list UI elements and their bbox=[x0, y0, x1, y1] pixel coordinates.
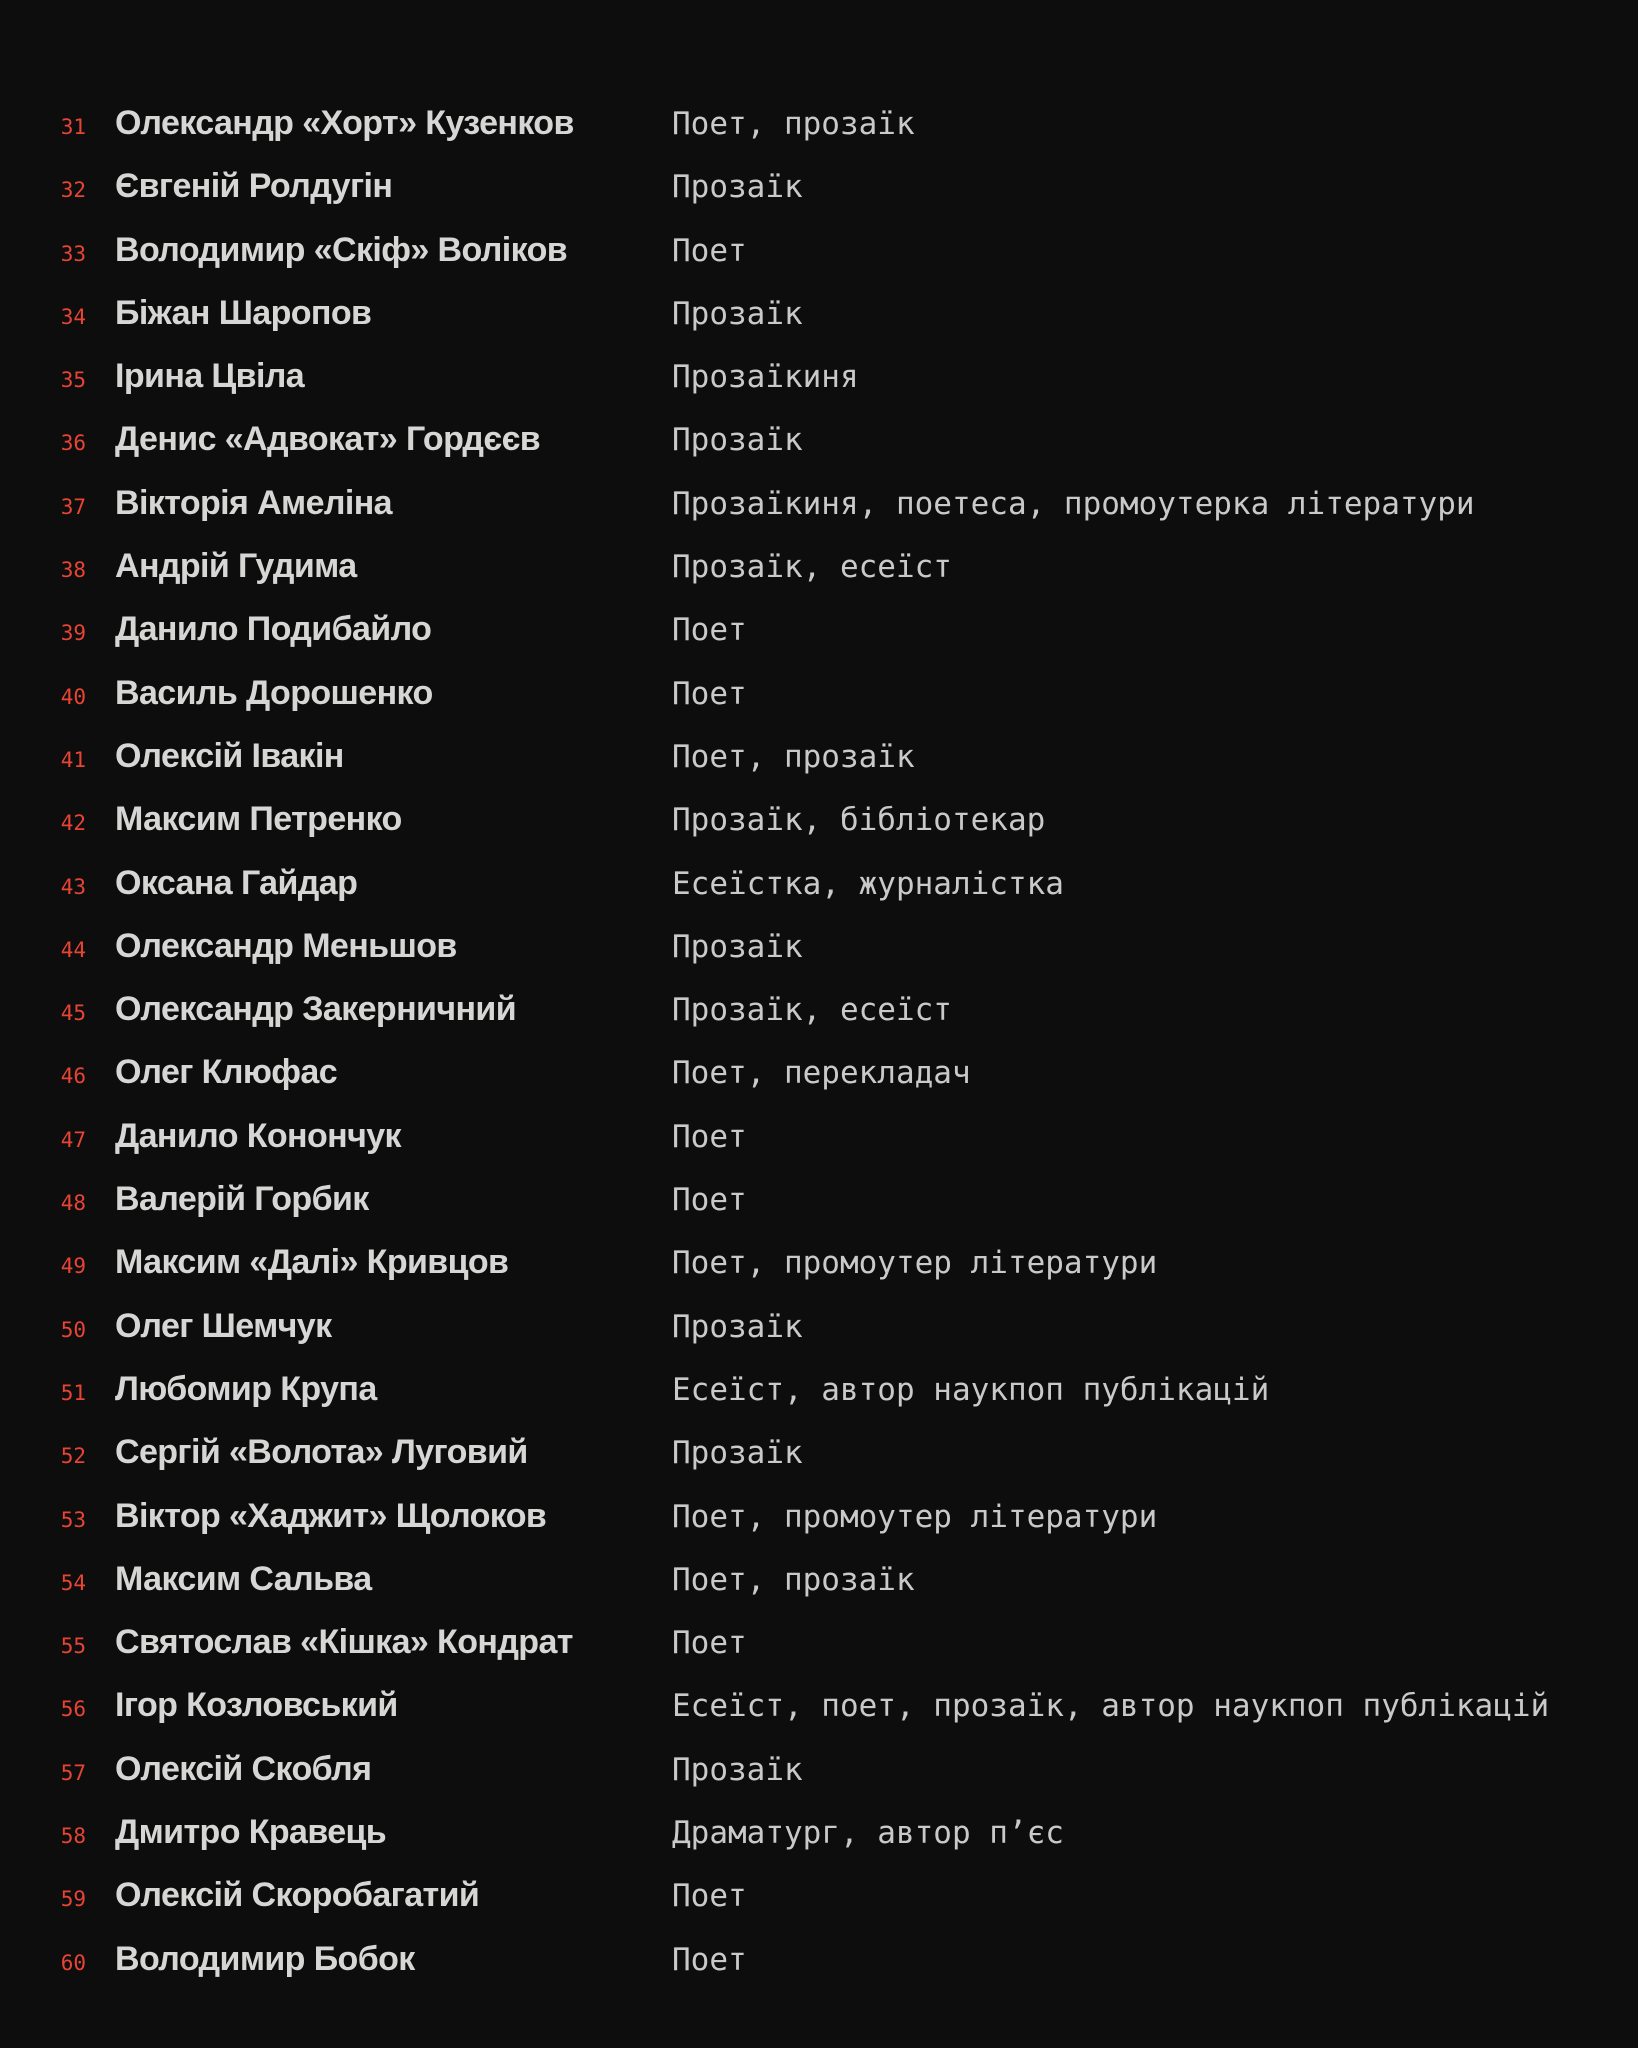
item-number: 59 bbox=[60, 1887, 86, 1912]
writer-name: Біжан Шаропов bbox=[115, 293, 372, 332]
writer-name: Дмитро Кравець bbox=[115, 1813, 387, 1852]
writer-name: Володимир Бобок bbox=[115, 1939, 415, 1978]
list-item bbox=[52, 1611, 1608, 1674]
list-item bbox=[52, 155, 1608, 218]
writer-name: Данило Конончук bbox=[115, 1116, 401, 1155]
item-number: 50 bbox=[60, 1317, 86, 1342]
writer-name: Любомир Крупа bbox=[115, 1369, 377, 1408]
item-number: 44 bbox=[60, 937, 86, 962]
writer-name: Максим «Далі» Кривцов bbox=[115, 1243, 509, 1282]
writer-name: Євгеній Ролдугін bbox=[115, 167, 393, 206]
list-item bbox=[52, 1041, 1608, 1104]
writers-list bbox=[52, 92, 1608, 1991]
list-item bbox=[52, 725, 1608, 788]
list-item bbox=[52, 598, 1608, 661]
list-item bbox=[52, 219, 1608, 282]
writer-role: Поет bbox=[672, 1941, 747, 1978]
item-number: 31 bbox=[60, 115, 86, 139]
item-number: 41 bbox=[60, 747, 86, 772]
writer-name: Віктор «Хаджит» Щолоков bbox=[115, 1496, 547, 1535]
writer-role: Есеїстка, журналістка bbox=[672, 865, 1064, 902]
list-item bbox=[52, 92, 1608, 155]
list-item bbox=[52, 978, 1608, 1041]
writer-role: Драматург, автор п’єс bbox=[672, 1815, 1064, 1852]
writer-role: Прозаїк, есеїст bbox=[672, 549, 952, 586]
writer-name: Олександр Меньшов bbox=[115, 926, 457, 965]
writer-role: Прозаїк bbox=[672, 1751, 803, 1788]
writer-role: Поет bbox=[672, 612, 747, 649]
list-item bbox=[52, 1231, 1608, 1294]
writer-name: Святослав «Кішка» Кондрат bbox=[115, 1623, 573, 1662]
writer-name: Олексій Скоробагатий bbox=[115, 1876, 480, 1915]
item-number: 56 bbox=[60, 1697, 86, 1722]
writer-role: Поет, прозаїк bbox=[672, 1561, 915, 1598]
writer-name: Ігор Козловський bbox=[115, 1686, 398, 1725]
writer-name: Максим Петренко bbox=[115, 800, 402, 839]
writer-role: Поет bbox=[672, 1625, 747, 1662]
writer-role: Поет, прозаїк bbox=[672, 738, 915, 775]
writer-role: Поет bbox=[672, 1182, 747, 1219]
list-item bbox=[52, 1105, 1608, 1168]
list-item bbox=[52, 788, 1608, 851]
writer-role: Поет bbox=[672, 1118, 747, 1155]
writer-name: Ірина Цвіла bbox=[115, 357, 305, 396]
list-item bbox=[52, 662, 1608, 725]
writer-role: Есеїст, автор наукпоп публікацій bbox=[672, 1371, 1270, 1408]
item-number: 55 bbox=[60, 1634, 86, 1659]
writer-role: Поет, прозаїк bbox=[672, 106, 915, 142]
writer-role: Прозаїк bbox=[672, 1435, 803, 1472]
list-item bbox=[52, 1421, 1608, 1484]
item-number: 54 bbox=[60, 1570, 86, 1595]
item-number: 39 bbox=[60, 621, 86, 646]
writer-name: Олег Клюфас bbox=[115, 1053, 338, 1092]
list-item bbox=[52, 1168, 1608, 1231]
list-item bbox=[52, 852, 1608, 915]
writer-role: Прозаїк bbox=[672, 928, 803, 965]
list-item bbox=[52, 1485, 1608, 1548]
list-item bbox=[52, 1928, 1608, 1991]
list-item bbox=[52, 1801, 1608, 1864]
writer-name: Валерій Горбик bbox=[115, 1180, 369, 1219]
writer-name: Олексій Івакін bbox=[115, 736, 344, 775]
writer-role: Прозаїк bbox=[672, 422, 803, 459]
item-number: 32 bbox=[60, 178, 86, 203]
writer-name: Василь Дорошенко bbox=[115, 673, 433, 712]
writer-role: Поет bbox=[672, 1878, 747, 1915]
writer-role: Поет, промоутер літератури bbox=[672, 1245, 1158, 1282]
writer-role: Поет bbox=[672, 675, 747, 712]
writer-name: Олександр «Хорт» Кузенков bbox=[115, 104, 574, 142]
list-item bbox=[52, 1674, 1608, 1737]
item-number: 42 bbox=[60, 811, 86, 836]
writer-role: Прозаїк bbox=[672, 295, 803, 332]
item-number: 38 bbox=[60, 558, 86, 583]
writer-name: Максим Сальва bbox=[115, 1559, 372, 1598]
writer-name: Денис «Адвокат» Гордєєв bbox=[115, 420, 541, 459]
writer-name: Олег Шемчук bbox=[115, 1306, 332, 1345]
list-item bbox=[52, 535, 1608, 598]
item-number: 36 bbox=[60, 431, 86, 456]
item-number: 43 bbox=[60, 874, 86, 899]
writer-name: Сергій «Волота» Луговий bbox=[115, 1433, 528, 1472]
writer-role: Поет, промоутер літератури bbox=[672, 1498, 1158, 1535]
item-number: 51 bbox=[60, 1380, 86, 1405]
writer-name: Олексій Скобля bbox=[115, 1749, 372, 1788]
writer-name: Олександр Закерничний bbox=[115, 990, 517, 1029]
item-number: 37 bbox=[60, 494, 86, 519]
item-number: 47 bbox=[60, 1127, 86, 1152]
item-number: 33 bbox=[60, 241, 86, 266]
list-item bbox=[52, 1738, 1608, 1801]
list-item bbox=[52, 1358, 1608, 1421]
writer-role: Поет bbox=[672, 232, 747, 269]
writer-name: Володимир «Скіф» Воліков bbox=[115, 230, 568, 269]
writer-role: Прозаїк, бібліотекар bbox=[672, 802, 1046, 839]
writer-role: Поет, перекладач bbox=[672, 1055, 971, 1092]
list-item bbox=[52, 282, 1608, 345]
item-number: 35 bbox=[60, 368, 86, 393]
writer-name: Андрій Гудима bbox=[115, 547, 357, 586]
list-item bbox=[52, 1548, 1608, 1611]
list-item bbox=[52, 1295, 1608, 1358]
list-item bbox=[52, 345, 1608, 408]
list-item bbox=[52, 1864, 1608, 1927]
list-item bbox=[52, 915, 1608, 978]
writer-role: Прозаїк bbox=[672, 169, 803, 206]
item-number: 60 bbox=[60, 1950, 86, 1975]
list-item bbox=[52, 408, 1608, 471]
item-number: 49 bbox=[60, 1254, 86, 1279]
writer-role: Прозаїк, есеїст bbox=[672, 992, 952, 1029]
writer-role: Есеїст, поет, прозаїк, автор наукпоп публікацій bbox=[672, 1688, 1550, 1725]
item-number: 40 bbox=[60, 684, 86, 709]
writer-role: Прозаїкиня, поетеса, промоутерка літератури bbox=[672, 485, 1475, 522]
list-item bbox=[52, 472, 1608, 535]
item-number: 46 bbox=[60, 1064, 86, 1089]
writer-name: Данило Подибайло bbox=[115, 610, 432, 649]
item-number: 57 bbox=[60, 1760, 86, 1785]
item-number: 48 bbox=[60, 1191, 86, 1216]
writer-role: Прозаїкиня bbox=[672, 359, 859, 396]
item-number: 52 bbox=[60, 1444, 86, 1469]
writer-role: Прозаїк bbox=[672, 1308, 803, 1345]
item-number: 34 bbox=[60, 304, 86, 329]
item-number: 45 bbox=[60, 1001, 86, 1026]
item-number: 58 bbox=[60, 1824, 86, 1849]
item-number: 53 bbox=[60, 1507, 86, 1532]
writer-name: Вікторія Амеліна bbox=[115, 483, 392, 522]
writer-name: Оксана Гайдар bbox=[115, 863, 358, 902]
